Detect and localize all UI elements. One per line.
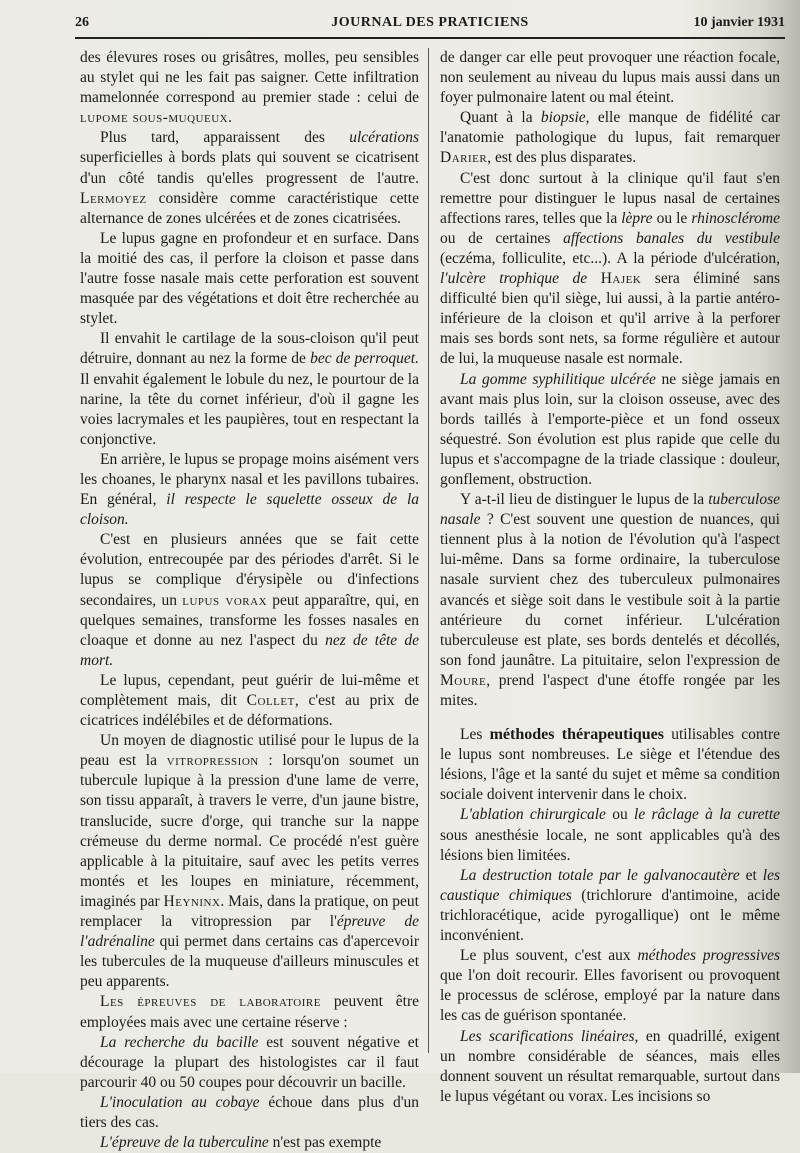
paragraph: L'ablation chirurgicale ou le râclage à la curette sous anesthésie locale, ne sont applicables qu'à des lésions bien limitées. — [440, 806, 781, 864]
paragraph: Quant à la biopsie, elle manque de fidélité car l'anatomie pathologique du lupus, fait remarquer Darier, est des plus disparates. — [440, 109, 780, 167]
journal-title: JOURNAL DES PRATICIENS — [331, 15, 529, 30]
paragraph: des élevures roses ou grisâtres, molles, peu sensibles au stylet qui ne les fait pas saigner. Cette infiltration mamelonnée correspond au premier stade : celui de lupome sous-muqueux. — [80, 49, 419, 127]
right-column — [440, 48, 780, 1107]
page-header — [75, 15, 785, 39]
paragraph: En arrière, le lupus se propage moins aisément vers les choanes, le pharynx nasal et les pavillons tubaires. En général, il respecte le squelette osseux de la cloison. — [80, 450, 420, 529]
paragraph: Les scarifications linéaires, en quadrillé, exigent un nombre considérable de séances, mais elles donnent souvent un résultat remarquable, surtout dans le lupus végétant ou vorax. Les incisions so — [440, 1027, 780, 1105]
paragraph: Le lupus, cependant, peut guérir de lui-même et complètement mais, dit Collet, c'est au prix de cicatrices indélébiles et de déformations. — [80, 671, 419, 730]
paragraph: Le plus souvent, c'est aux méthodes progressives que l'on doit recourir. Elles favorisent ou provoquent le processus de sclérose, employé par la nature dans les cas de guérison spontanée. — [440, 947, 780, 1025]
paragraph: Les méthodes thérapeutiques utilisables contre le lupus sont nombreuses. Le siège et l'étendue des lésions, l'âge et la santé du sujet et même sa condition sociale doivent intervenir dans le choix. — [440, 726, 780, 804]
section-gap — [440, 711, 780, 725]
left-column — [80, 48, 419, 1153]
paragraph: C'est en plusieurs années que se fait cette évolution, entrecoupée par des périodes d'arrêt. Si le lupus se complique d'érysipèle ou d'infections secondaires, un lupus vorax peut apparaître, qui, en quelques semaines, transforme les fosses nasales en cloaque et donne au nez l'aspect du nez de tête de mort. — [80, 531, 419, 669]
page-number: 26 — [75, 15, 89, 30]
paragraph: L'épreuve de la tuberculine n'est pas exempte — [100, 1134, 382, 1152]
issue-date: 10 janvier 1931 — [693, 15, 785, 30]
paragraph: La recherche du bacille est souvent négative et décourage la plupart des histologistes car il faut parcourir 40 ou 50 coupes pour découvrir un bacille. — [80, 1033, 419, 1091]
paragraph: La destruction totale par le galvanocautère et les caustique chimiques (trichlorure d'antimoine, acide trichloracétique, acide pyrogallique) ont le même inconvénient. — [440, 866, 781, 945]
paragraph: de danger car elle peut provoquer une réaction focale, non seulement au niveau du lupus mais aussi dans un foyer pulmonaire latent ou mal éteint. — [440, 49, 780, 107]
paragraph: L'inoculation au cobaye échoue dans plus d'un tiers des cas. — [80, 1093, 419, 1131]
paragraph: C'est donc surtout à la clinique qu'il faut s'en remettre pour distinguer le lupus nasal de certaines affections rares, telles que la lèpre ou le rhinosclérome ou de certaines affections banales du vestibule (eczéma, folliculite, etc...). A la période d'ulcération, l'ulcère trophique de Hajek sera éliminé sans difficulté bien qu'il siège, lui aussi, à la partie antéro-inférieure de la cloison et qu'il arrive à la perforer mais ses bords sont nets, sa forme régulière et autour de lui, la muqueuse nasale est normale. — [440, 169, 780, 368]
paragraph: Le lupus gagne en profondeur et en surface. Dans la moitié des cas, il perfore la cloison et passe dans l'autre fosse nasale mais cette perforation est souvent masquée par des végétations et doit être recherchée au stylet. — [80, 229, 419, 328]
paragraph: Les épreuves de laboratoire peuvent être employées mais avec une certaine réserve : — [80, 993, 419, 1031]
paragraph: Plus tard, apparaissent des ulcérations superficielles à bords plats qui souvent se cicatrisent d'un côté tandis qu'elles progressent de l'autre. Lermoyez considère comme caractéristique cette alternance de zones ulcérées et de zones cicatrisées. — [80, 129, 419, 227]
paragraph: Y a-t-il lieu de distinguer le lupus de la tuberculose nasale ? C'est souvent une question de nuances, qui tiennent plus à la notion de l'évolution qu'à l'aspect lui-même. Dans sa forme ordinaire, la tuberculose nasale survient chez des tuberculeux pulmonaires avancés et siège soit dans le vestibule soit à la partie antérieure du cornet inférieur. L'ulcération tuberculeuse est plate, ses bords dentelés et décollés, son fond jaunâtre. La pituitaire, selon l'expression de Moure, prend l'aspect d'une étoffe rongée par les mites. — [440, 491, 780, 709]
paragraph: Il envahit le cartilage de la sous-cloison qu'il peut détruire, donnant au nez la forme de bec de perroquet. Il envahit également le lobule du nez, le pourtour de la narine, la tête du cornet inférieur, d'où il gagne les voies lacrymales et les paupières, tout en respectant la conjonctive. — [80, 330, 419, 448]
column-divider — [428, 48, 429, 1053]
paragraph: La gomme syphilitique ulcérée ne siège jamais en avant mais plus loin, sur la cloison osseuse, avec des bords taillés à l'emporte-pièce et un fond osseux séquestré. Son évolution est plus rapide que celle du lupus et s'accompagne de la triade classique : douleur, gonflement, obstruction. — [440, 370, 780, 488]
paragraph: Un moyen de diagnostic utilisé pour le lupus de la peau est la vitropression : lorsqu'on soumet un tubercule lupique à la pression d'une lame de verre, son tissu apparaît, à travers le verre, d'un jaune bistre, translucide, sucre d'orge, qui tranche sur la nappe crémeuse du derme normal. Ce procédé n'est guère applicable à la pituitaire, sauf avec les petits verres montés et les loupes en miniature, récemment, imaginés par Heyninx. Mais, dans la pratique, on peut remplacer la vitropression par l'épreuve de l'adrénaline qui permet dans certains cas d'apercevoir les tubercules de la muqueuse d'ailleurs minuscules et peu apparents. — [80, 732, 420, 991]
